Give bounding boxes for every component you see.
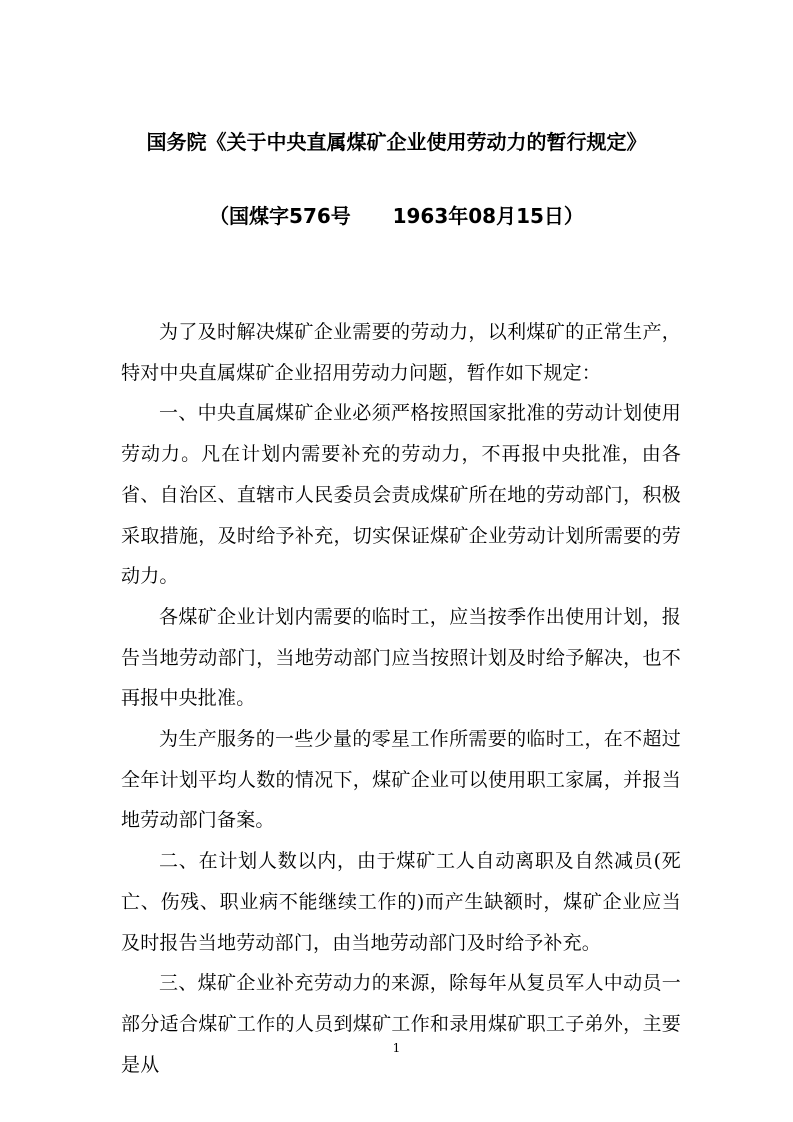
paragraph-article-3: 三、煤矿企业补充劳动力的来源，除每年从复员军人中动员一部分适合煤矿工作的人员到煤矿工作和录用煤矿职工子弟外，主要是从 (121, 972, 681, 1076)
paragraph-article-2: 二、在计划人数以内，由于煤矿工人自动离职及自然减员(死亡、伤残、职业病不能继续工作的)而产生缺额时，煤矿企业应当及时报告当地劳动部门，由当地劳动部门及时给予补充。 (121, 850, 681, 954)
page-number: 1 (392, 1041, 401, 1055)
paragraph-family-workers: 为生产服务的一些少量的零星工作所需要的临时工，在不超过全年计划平均人数的情况下，煤矿企业可以使用职工家属，并报当地劳动部门备案。 (121, 728, 681, 832)
paragraph-temporary-workers: 各煤矿企业计划内需要的临时工，应当按季作出使用计划，报告当地劳动部门，当地劳动部门应当按照计划及时给予解决，也不再报中央批准。 (121, 605, 681, 710)
paragraph-article-1: 一、中央直属煤矿企业必须严格按照国家批准的劳动计划使用劳动力。凡在计划内需要补充的劳动力，不再报中央批准，由各省、自治区、直辖市人民委员会责成煤矿所在地的劳动部门，积极采取措施，及时给予补充，切实保证煤矿企业劳动计划所需要的劳动力。 (121, 402, 681, 588)
paragraph-intro: 为了及时解决煤矿企业需要的劳动力，以利煤矿的正常生产，特对中央直属煤矿企业招用劳动力问题，暂作如下规定： (121, 321, 681, 384)
document-subtitle: （国煤字576号 1963年08月15日） (209, 204, 584, 228)
document-body (121, 312, 681, 1085)
document-title: 国务院《关于中央直属煤矿企业使用劳动力的暂行规定》 (146, 130, 647, 154)
